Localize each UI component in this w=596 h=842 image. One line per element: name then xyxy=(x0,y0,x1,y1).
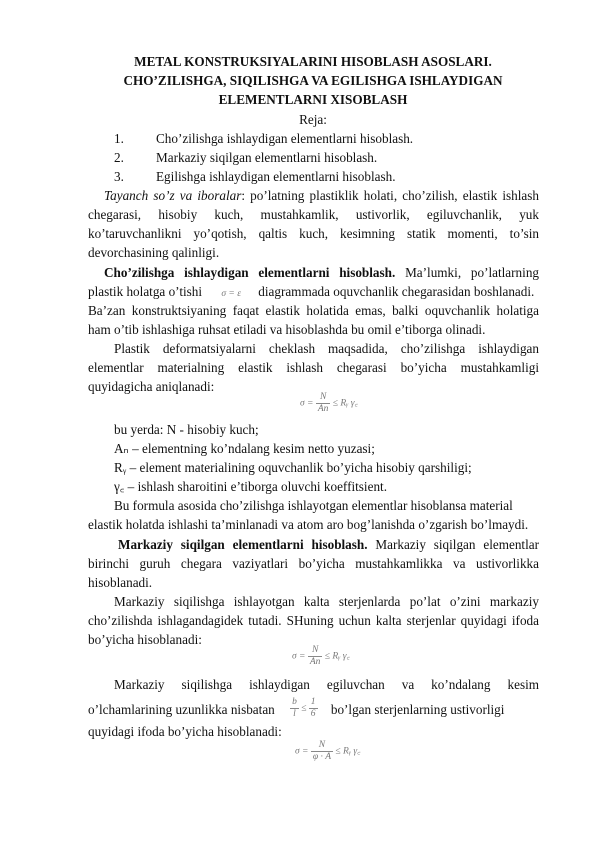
ratio-limit xyxy=(309,697,318,720)
section-2-title: Markaziy siqilgan elementlarni hisoblash. xyxy=(118,537,368,552)
formula-lhs: σ = xyxy=(292,651,306,662)
section-2-line xyxy=(88,697,539,723)
formula-lhs: σ = xyxy=(295,746,309,757)
ratio-numerator: b xyxy=(292,697,297,708)
paragraph-text: o’lchamlarining uzunlikka nisbatan xyxy=(88,702,275,717)
formula-stress xyxy=(300,392,358,415)
section-2-line: Markaziy siqilishga ishlayotgan kalta sterjenlarda po’lat o’zini markaziy xyxy=(114,594,539,609)
section-1-line: quyidagicha aniqlanadi: xyxy=(88,379,215,394)
plan-item xyxy=(114,129,413,148)
paragraph-text: plastik holatga o’tishi xyxy=(88,284,203,299)
section-2-line: birinchi guruh chegara vaziyatlari bo’yicha mustahkamlikka va ustivorlikka xyxy=(88,556,539,571)
keywords-line: ko’taruvchanlikni yo’qotish, qaltis kuch, kesimning statik momenti, to’sin xyxy=(88,226,539,241)
plan-item xyxy=(114,148,377,167)
definition-line: γ꜀ – ishlash sharoitini e’tiborga oluvchi koeffitsient. xyxy=(114,479,388,494)
section-1-line xyxy=(104,263,539,282)
plan-item-number: 1. xyxy=(114,131,124,146)
paragraph-text: Markaziy siqilgan elementlar xyxy=(367,537,539,552)
plan-item-number: 2. xyxy=(114,150,124,165)
section-2-line: quyidagi ifoda bo’yicha hisoblanadi: xyxy=(88,724,282,739)
section-2-line: bo’yicha hisoblanadi: xyxy=(88,632,202,647)
keywords-label: Tayanch so’z va iboralar xyxy=(104,188,242,203)
section-1-line: elastik holatda ishlashi ta’minlanadi va atom aro bog’lanishda o’zgarish bo’lmaydi. xyxy=(88,517,529,532)
formula-stress-short-rod xyxy=(292,645,350,668)
formula-numerator: N xyxy=(311,740,333,752)
ratio-fraction xyxy=(290,697,299,720)
inline-formula-sigma-epsilon: σ = ε xyxy=(221,289,241,299)
formula-denominator: An xyxy=(317,404,329,414)
formula-numerator: N xyxy=(308,645,323,657)
formula-fraction xyxy=(311,740,333,763)
ratio-relation: ≤ xyxy=(301,704,307,714)
definition-line: bu yerda: N - hisobiy kuch; xyxy=(114,422,259,437)
definition-line: Aₙ – elementning ko’ndalang kesim netto yuzasi; xyxy=(114,441,375,456)
section-1-line: Ba’zan konstruktsiyaning faqat elastik holatida emas, balki oquvchanlik holatiga xyxy=(88,303,539,318)
ratio-limit-numerator: 1 xyxy=(310,697,316,708)
section-1-line: ham o’tib ishlashiga ruhsat etiladi va hisoblashda bu omil e’tiborga olinadi. xyxy=(88,322,486,337)
formula-stability xyxy=(295,740,360,763)
formula-denominator: An xyxy=(309,657,321,667)
definition-line: Rᵧ – element materialining oquvchanlik bo’yicha hisobiy qarshiligi; xyxy=(114,460,472,475)
plan-item-text: Cho’zilishga ishlaydigan elementlarni hisoblash. xyxy=(156,131,414,146)
keywords-line: devorchasining qalinligi. xyxy=(88,245,220,260)
plan-item-text: Markaziy siqilgan elementlarni hisoblash. xyxy=(156,150,378,165)
plan-item-text: Egilishga ishlaydigan elementlarni hisoblash. xyxy=(156,169,396,184)
ratio-denominator: l xyxy=(293,709,296,720)
formula-rhs: ≤ Rᵧ γ꜀ xyxy=(332,398,358,409)
formula-denominator: φ · A xyxy=(312,752,332,762)
section-1-title: Cho’zilishga ishlaydigan elementlarni hisoblash. xyxy=(104,265,396,280)
formula-lhs: σ = xyxy=(300,398,314,409)
keywords-text: : po’latning plastiklik holati, cho’zilish, elastik ishlash xyxy=(241,188,539,203)
paragraph-text: bo’lgan sterjenlarning ustivorligi xyxy=(330,702,505,717)
paragraph-text: Ma’lumki, po’latlarning xyxy=(395,265,540,280)
keywords-line: chegarasi, hisobiy kuch, mustahkamlik, ustivorlik, egiluvchanlik, yuk xyxy=(88,207,539,222)
formula-numerator: N xyxy=(316,392,331,404)
paragraph-text: diagrammada oquvchanlik chegarasidan boshlanadi. xyxy=(258,284,535,299)
section-1-line: Plastik deformatsiyalarni cheklash maqsadida, cho’zilishga ishlaydigan xyxy=(114,341,539,356)
formula-fraction xyxy=(308,645,323,668)
formula-rhs: ≤ Rᵧ γ꜀ xyxy=(324,651,350,662)
section-2-line xyxy=(118,535,539,554)
heading-line-3: ELEMENTLARNI XISOBLASH xyxy=(218,92,408,107)
plan-label: Reja: xyxy=(299,112,327,127)
inline-formula-ratio xyxy=(290,697,317,720)
section-2-line: cho’zilishda ishlagandagidek tutadi. SHuning uchun kalta sterjenlar quyidagi ifoda xyxy=(88,613,539,628)
plan-item-number: 3. xyxy=(114,169,124,184)
keywords-line xyxy=(104,186,539,205)
section-1-line xyxy=(88,282,539,301)
formula-rhs: ≤ Rᵧ γ꜀ xyxy=(335,746,361,757)
section-2-line: Markaziy siqilishga ishlaydigan egiluvchan va ko’ndalang kesim xyxy=(114,677,539,692)
heading-line-2: CHO’ZILISHGA, SIQILISHGA VA EGILISHGA ISHLAYDIGAN xyxy=(123,73,503,88)
section-1-line: Bu formula asosida cho’zilishga ishlayotgan elementlar hisoblansa material xyxy=(114,498,513,513)
formula-fraction xyxy=(316,392,331,415)
section-2-line: hisoblanadi. xyxy=(88,575,153,590)
ratio-limit-denominator: 6 xyxy=(310,709,316,720)
section-1-line: elementlar materialning elastik ishlash chegarasi bo’yicha mustahkamligi xyxy=(88,360,539,375)
heading-line-1: METAL KONSTRUKSIYALARINI HISOBLASH ASOSLARI. xyxy=(134,54,492,69)
plan-item xyxy=(114,167,396,186)
